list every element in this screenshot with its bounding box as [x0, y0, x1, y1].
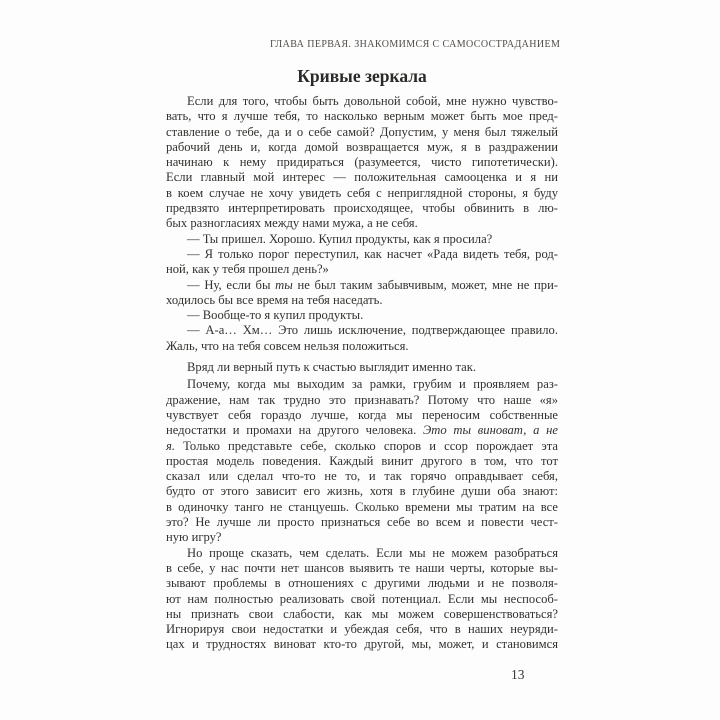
text-line: я. Только представьте себе, сколько споров и ссор порождает эта [166, 438, 558, 453]
paragraph [166, 360, 558, 375]
text-line: зывают проблемы в отношениях с другими людьми и не позволя- [166, 576, 558, 591]
text-line: — Я только порог переступил, как насчет «Рада видеть тебя, род- [187, 246, 558, 261]
paragraph [166, 278, 558, 309]
text-line: сказал или сделал что-то не то, и так горячо оправдывает себя, [166, 469, 558, 484]
text-line: цах и трудностях виноват кто-то другой, мы, может, и становимся [166, 637, 558, 652]
text-line: вать, что я лучше тебя, то насколько верным может быть мое пред- [166, 109, 558, 124]
text-line: бых разногласиях между нами мужа, а не себя. [166, 216, 418, 231]
text-line: Почему, когда мы выходим за рамки, грубим и проявляем раз- [187, 377, 558, 392]
paragraph [166, 546, 558, 653]
paragraph [166, 308, 558, 323]
text-line: будто от этого зависит его жизнь, хотя в глубине души оба знают: [166, 484, 558, 499]
paragraph [166, 247, 558, 278]
chapter-title: Кривые зеркала [297, 66, 427, 86]
text-line: Если для того, чтобы быть довольной собой, мне нужно чувство- [187, 94, 558, 108]
text-line: ют нам полностью реализовать свой потенциал. Если мы неспособ- [166, 591, 558, 606]
text-line: — Вообще-то я купил продукты. [187, 308, 364, 323]
text-line: это? Не лучше ли просто признаться себе во всем и повести чест- [166, 515, 558, 530]
paragraph [166, 94, 558, 232]
text-line: рабочий день и, когда домой возвращается муж, я в раздражении [166, 139, 558, 154]
text-line: дражение, нам так трудно это признавать? Потому что наше «я» [166, 392, 558, 407]
paragraph [166, 232, 558, 247]
text-line: — Ты пришел. Хорошо. Купил продукты, как я просила? [187, 231, 493, 246]
text-line: Жаль, что на тебя совсем нельзя положиться. [166, 338, 409, 353]
text-line: ходилось бы все время на тебя наседать. [166, 292, 383, 307]
text-line: предвзято интерпретировать происходящее, чтобы обвинить в лю- [166, 201, 558, 216]
text-line: Игнорируя свои недостатки и убеждая себя, что в наших неуряди- [166, 622, 558, 637]
text-line: начинаю к нему придираться (разумеется, чисто гипотетически). [166, 155, 558, 170]
text-line: чувствует себя гораздо лучше, когда мы переносим собственные [166, 407, 558, 422]
page-number: 13 [511, 667, 525, 682]
text-line: Вряд ли верный путь к счастью выглядит именно так. [187, 360, 476, 375]
text-line: Но проще сказать, чем сделать. Если мы не можем разобраться [187, 545, 558, 560]
text-line: ную игру? [166, 530, 222, 545]
text-line: ставление о тебе, да и о себе самой? Допустим, у меня был тяжелый [166, 124, 558, 139]
text-line: — Ну, если бы ты не был таким забывчивым, может, мне не при- [187, 277, 558, 292]
paragraph [166, 323, 558, 354]
text-line: ны признать свои слабости, как мы можем совершенствоваться? [166, 606, 558, 621]
text-line: простая модель поведения. Каждый винит другого в том, что тот [166, 453, 558, 468]
text-line: недостатки и промахи на другого человека. Это ты виноват, а не [166, 423, 558, 438]
text-line: — А-а… Хм… Это лишь исключение, подтверждающее правило. [187, 323, 558, 338]
text-line: в одиночку танго не станцуешь. Сколько времени мы тратим на все [166, 499, 558, 514]
text-line: Если главный мой интерес — положительная самооценка и я ни [166, 170, 558, 185]
paragraph [166, 377, 558, 545]
body-text [166, 94, 558, 653]
text-line: в себе, у нас почти нет шансов выявить те наши черты, которые вы- [166, 560, 558, 575]
running-header: ГЛАВА ПЕРВАЯ. ЗНАКОМИМСЯ С САМОСОСТРАДАНИЕМ [270, 39, 561, 50]
text-line: ной, как у тебя прошел день?» [166, 262, 329, 277]
text-line: в коем случае не хочу увидеть себя с неприглядной стороны, я буду [166, 185, 558, 200]
